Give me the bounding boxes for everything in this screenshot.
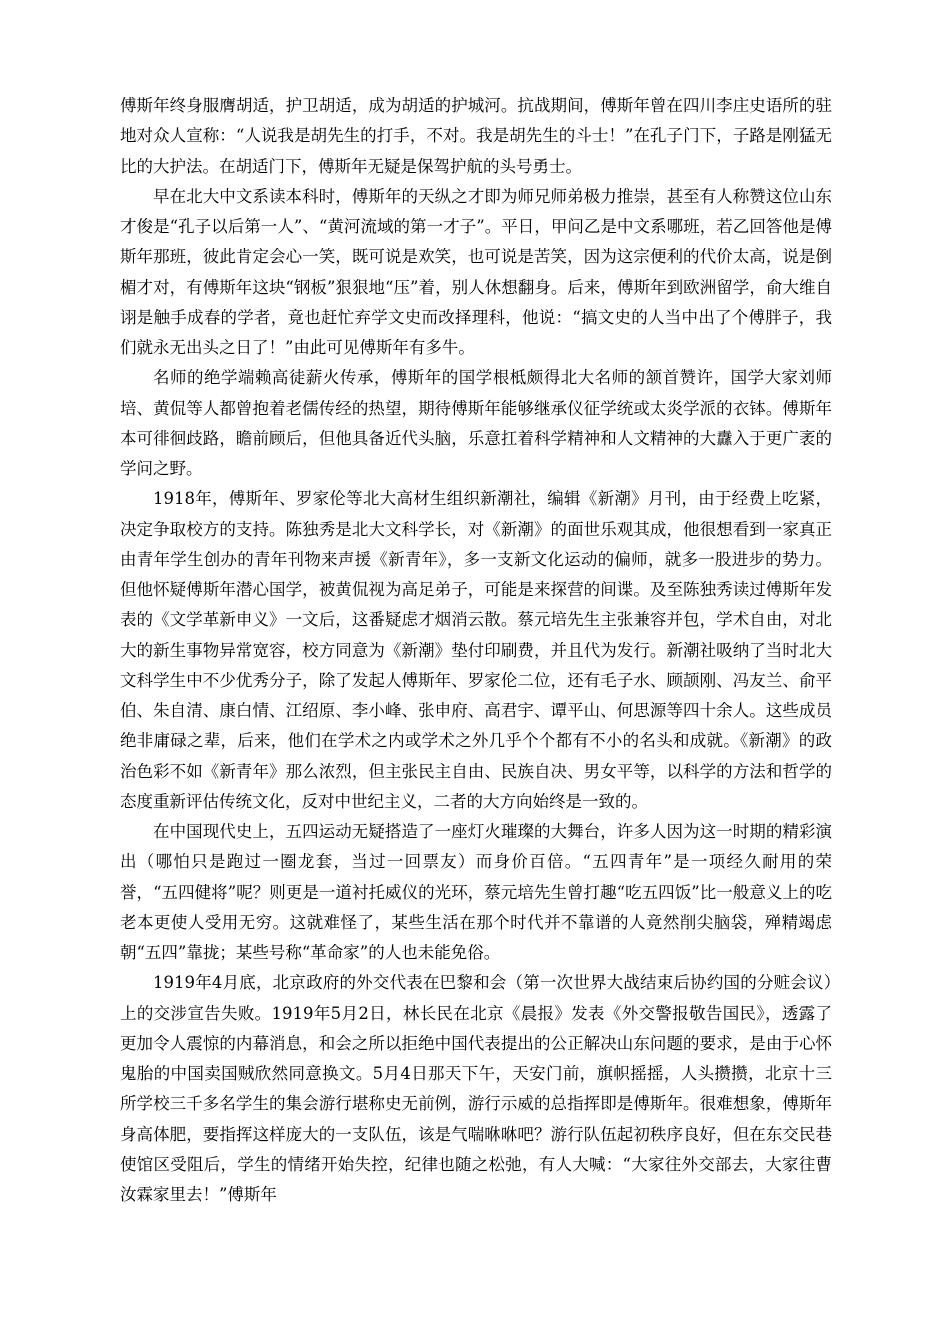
paragraph-new-tide-society: 1918年，傅斯年、罗家伦等北大高材生组织新潮社，编辑《新潮》月刊，由于经费上吃紧，决定争取校方的支持。陈独秀是北大文科学长，对《新潮》的面世乐观其成，他很想看到一家真正由青年学生创办的青年刊物来声援《新青年》，多一支新文化运动的偏师，就多一股进步的势力。但他怀疑傅斯年潜心国学，被黄侃视为高足弟子，可能是来探营的间谍。及至陈独秀读过傅斯年发表的《文学革新申义》一文后，这番疑虑才烟消云散。蔡元培先生主张兼容并包，学术自由，对北大的新生事物异常宽容，校方同意为《新潮》垫付印刷费，并且代为发行。新潮社吸纳了当时北大文科学生中不少优秀分子，除了发起人傅斯年、罗家伦二位，还有毛子水、顾颉刚、冯友兰、俞平伯、朱自清、康白情、江绍原、李小峰、张申府、高君宇、谭平山、何思源等四十余人。这些成员绝非庸碌之辈，后来，他们在学术之内或学术之外几乎个个都有不小的名头和成就。《新潮》的政治色彩不如《新青年》那么浓烈，但主张民主自由、民族自决、男女平等，以科学的方法和哲学的态度重新评估传统文化，反对中世纪主义，二者的大方向始终是一致的。	[120, 489, 832, 811]
paragraph-may-fourth-stage: 在中国现代史上，五四运动无疑搭造了一座灯火璀璨的大舞台，许多人因为这一时期的精彩演出（哪怕只是跑过一圈龙套，当过一回票友）而身价百倍。“五四青年”是一项经久耐用的荣誉，“五四健将”呢？则更是一道衬托威仪的光环，蔡元培先生曾打趣“吃五四饭”比一般意义上的吃老本更使人受用无穷。这就难怪了，某些生活在那个时代并不靠谱的人竟然削尖脑袋，殚精竭虑朝“五四”靠拢；某些号称“革命家”的人也未能免俗。	[120, 822, 832, 962]
document-page	[120, 91, 832, 1210]
paragraph-masters-legacy: 名师的绝学端赖高徒薪火传承，傅斯年的国学根柢颇得北大名师的颔首赞许，国学大家刘师培、黄侃等人都曾抱着老儒传经的热望，期待傅斯年能够继承仪征学统或太炎学派的衣钵。傅斯年本可徘徊歧路，瞻前顾后，但他具备近代头脑，乐意扛着科学精神和人文精神的大纛入于更广袤的学问之野。	[120, 368, 832, 478]
paragraph-hu-shi-guardian: 傅斯年终身服膺胡适，护卫胡适，成为胡适的护城河。抗战期间，傅斯年曾在四川李庄史语所的驻地对众人宣称：“人说我是胡先生的打手，不对。我是胡先生的斗士！”在孔子门下，子路是刚猛无比的大护法。在胡适门下，傅斯年无疑是保驾护航的头号勇士。	[120, 96, 832, 176]
paragraph-peking-university-talent: 早在北大中文系读本科时，傅斯年的天纵之才即为师兄师弟极力推崇，甚至有人称赞这位山东才俊是“孔子以后第一人”、“黄河流域的第一才子”。平日，甲问乙是中文系哪班，若乙回答他是傅斯年那班，彼此肯定会心一笑，既可说是欢笑，也可说是苦笑，因为这宗便利的代价太高，说是倒楣才对，有傅斯年这块“钢板”狠狠地“压”着，别人休想翻身。后来，傅斯年到欧洲留学，俞大维自诩是触手成春的学者，竟也赶忙弃学文史而改择理科，他说：“搞文史的人当中出了个傅胖子，我们就永无出头之日了！”由此可见傅斯年有多牛。	[120, 186, 832, 357]
paragraph-may-fourth-protest: 1919年4月底，北京政府的外交代表在巴黎和会（第一次世界大战结束后协约国的分赃会议）上的交涉宣告失败。1919年5月2日，林长民在北京《晨报》发表《外交警报敬告国民》，透露了更加令人震惊的内幕消息，和会之所以拒绝中国代表提出的公正解决山东问题的要求，是由于心怀鬼胎的中国卖国贼欣然同意换文。5月4日那天下午，天安门前，旗帜摇摇，人头攒攒，北京十三所学校三千多名学生的集会游行堪称史无前例，游行示威的总指挥即是傅斯年。很难想象，傅斯年身高体肥，要指挥这样庞大的一支队伍，该是气喘咻咻吧？游行队伍起初秩序良好，但在东交民巷使馆区受阻后，学生的情绪开始失控，纪律也随之松弛，有人大喊：“大家往外交部去，大家往曹汝霖家里去！”傅斯年	[120, 973, 832, 1204]
